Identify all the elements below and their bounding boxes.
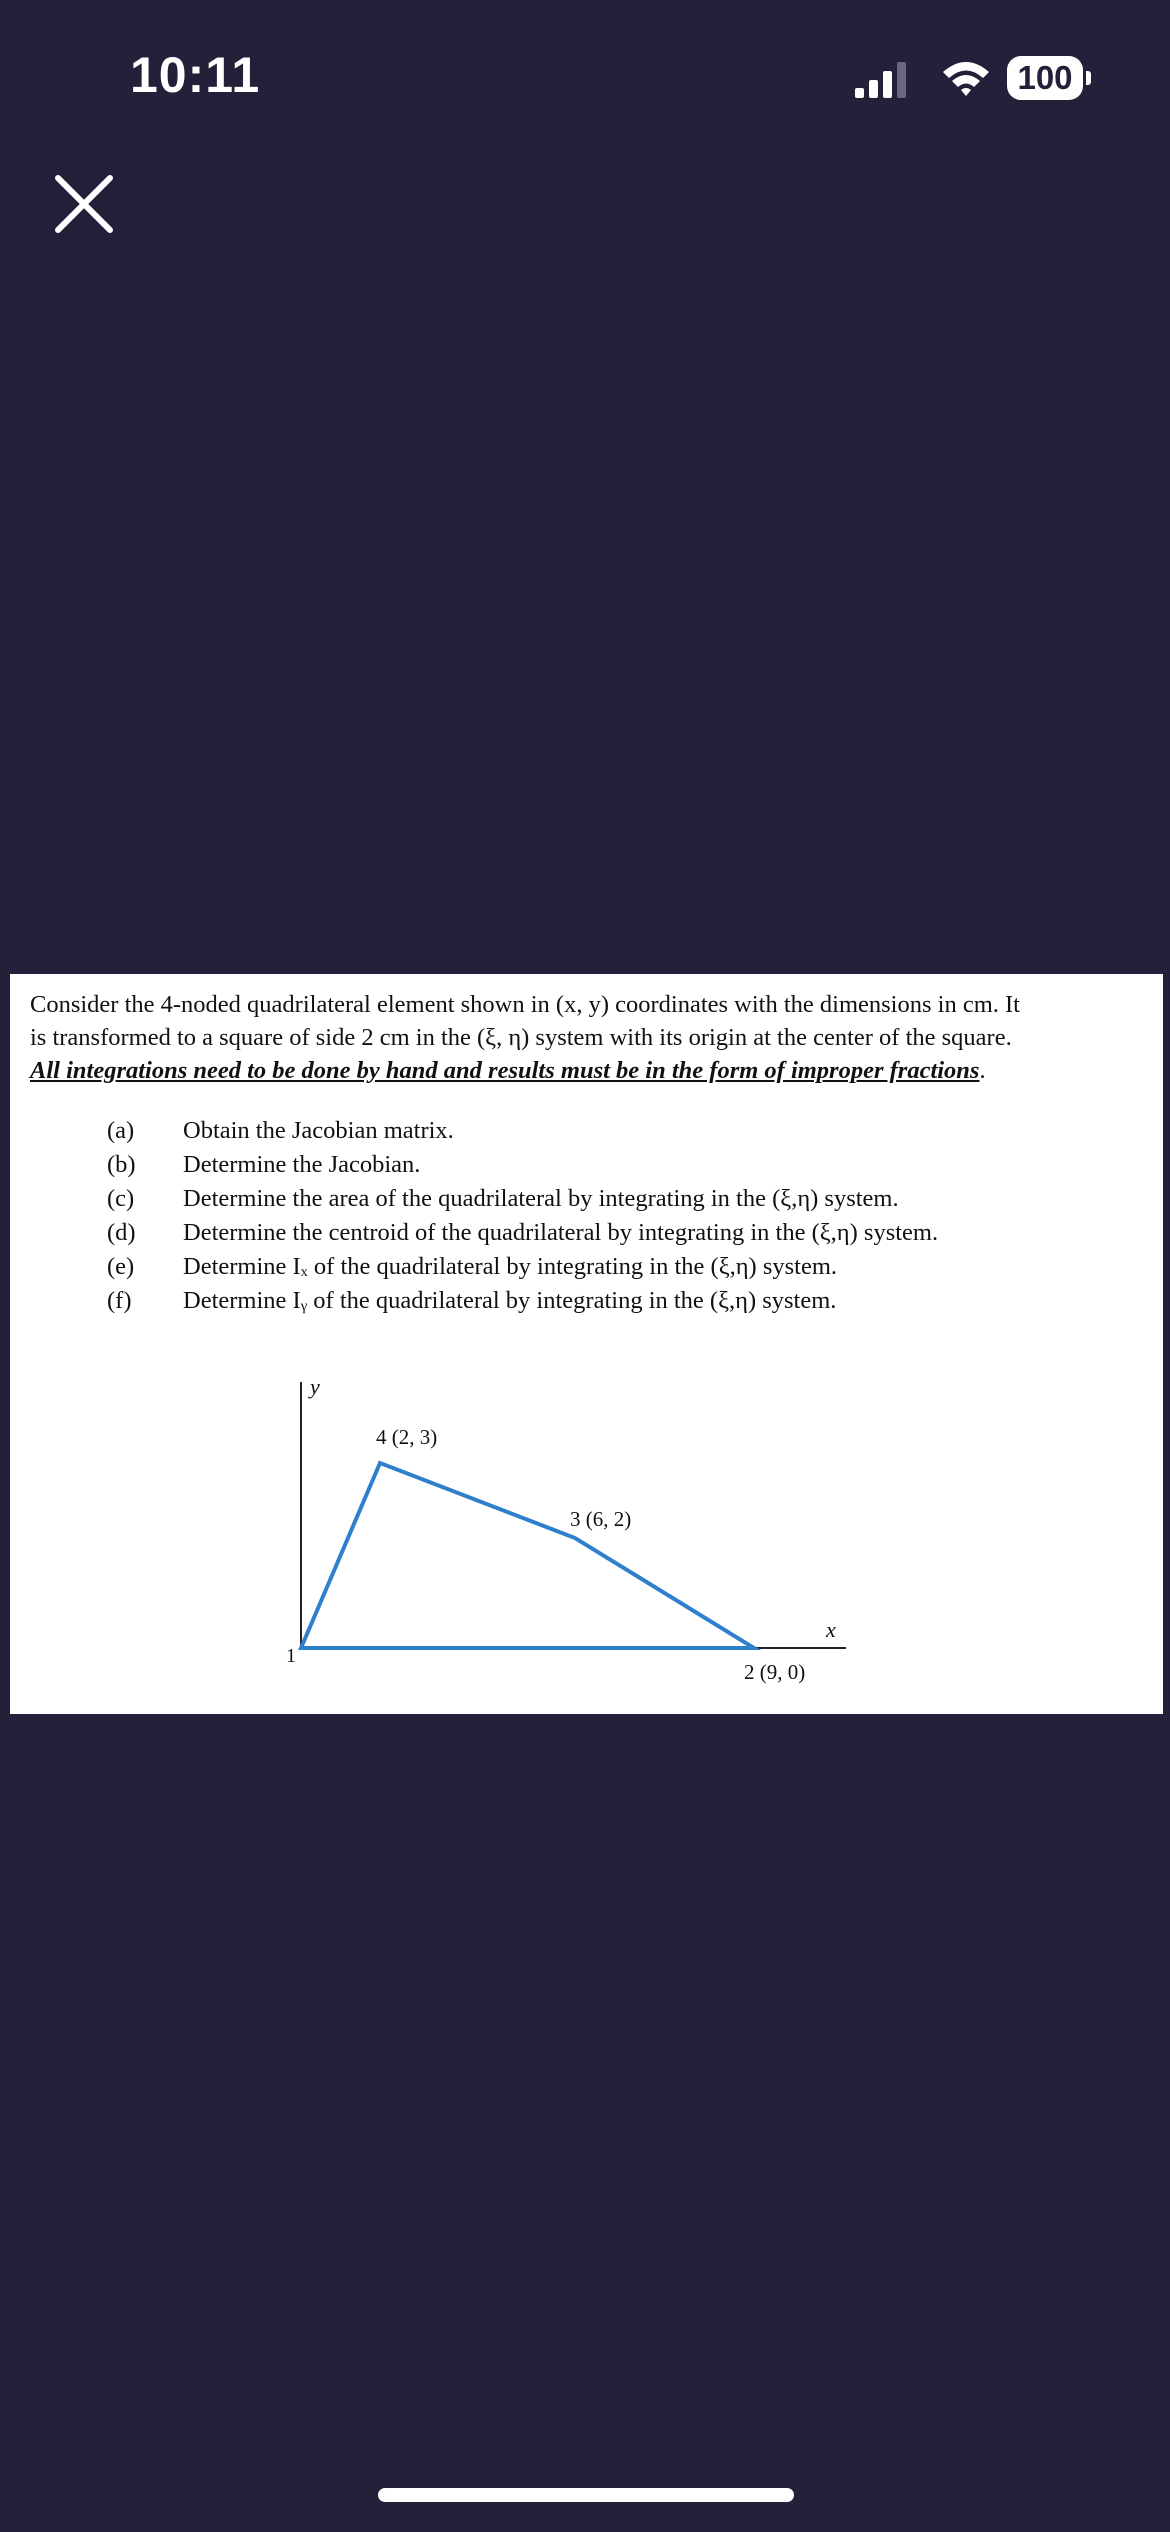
battery-icon [1007, 56, 1089, 100]
node-4-label: 4 (2, 3) [376, 1425, 438, 1449]
question-text: Determine the centroid of the quadrilateral by integrating in the (ξ,η) system. [183, 1219, 939, 1246]
question-label: (e) [107, 1253, 135, 1280]
question-label: (a) [107, 1117, 135, 1144]
close-icon[interactable] [50, 170, 118, 238]
intro-line-1: Consider the 4-noded quadrilateral element shown in (x, y) coordinates with the dimensions in cm. It [30, 991, 1020, 1018]
status-bar [0, 0, 1170, 150]
integration-instruction: All integrations need to be done by hand and results must be in the form of improper fractions [30, 1057, 980, 1084]
question-label: (d) [107, 1219, 136, 1246]
home-indicator[interactable] [378, 2488, 794, 2502]
clock-time: 10:11 [130, 47, 261, 103]
problem-document [10, 974, 1163, 1714]
question-text: Obtain the Jacobian matrix. [183, 1117, 454, 1144]
question-text: Determine the Jacobian. [183, 1151, 421, 1178]
quadrilateral-figure [10, 974, 1163, 1714]
question-label: (f) [107, 1287, 132, 1314]
question-label: (b) [107, 1151, 136, 1178]
intro-line-3: All integrations need to be done by hand and results must be in the form of improper fractions. [30, 1057, 986, 1084]
question-label: (c) [107, 1185, 135, 1212]
y-axis-label: y [310, 1374, 320, 1399]
quadrilateral-edges [301, 1463, 754, 1648]
intro-line-2: is transformed to a square of side 2 cm in the (ξ, η) system with its origin at the center of the square. [30, 1024, 1012, 1051]
node-2-label: 2 (9, 0) [744, 1660, 806, 1684]
cellular-signal-icon [853, 60, 913, 98]
node-3-label: 3 (6, 2) [570, 1507, 632, 1531]
question-text: Determine Iᵧ of the quadrilateral by integrating in the (ξ,η) system. [183, 1287, 837, 1314]
x-axis-label: x [826, 1617, 836, 1642]
wifi-icon [940, 58, 992, 98]
question-text: Determine the area of the quadrilateral by integrating in the (ξ,η) system. [183, 1185, 899, 1212]
question-text: Determine Iₓ of the quadrilateral by integrating in the (ξ,η) system. [183, 1253, 838, 1280]
node-1-label: 1 [286, 1645, 296, 1667]
battery-level: 100 [1007, 56, 1083, 100]
